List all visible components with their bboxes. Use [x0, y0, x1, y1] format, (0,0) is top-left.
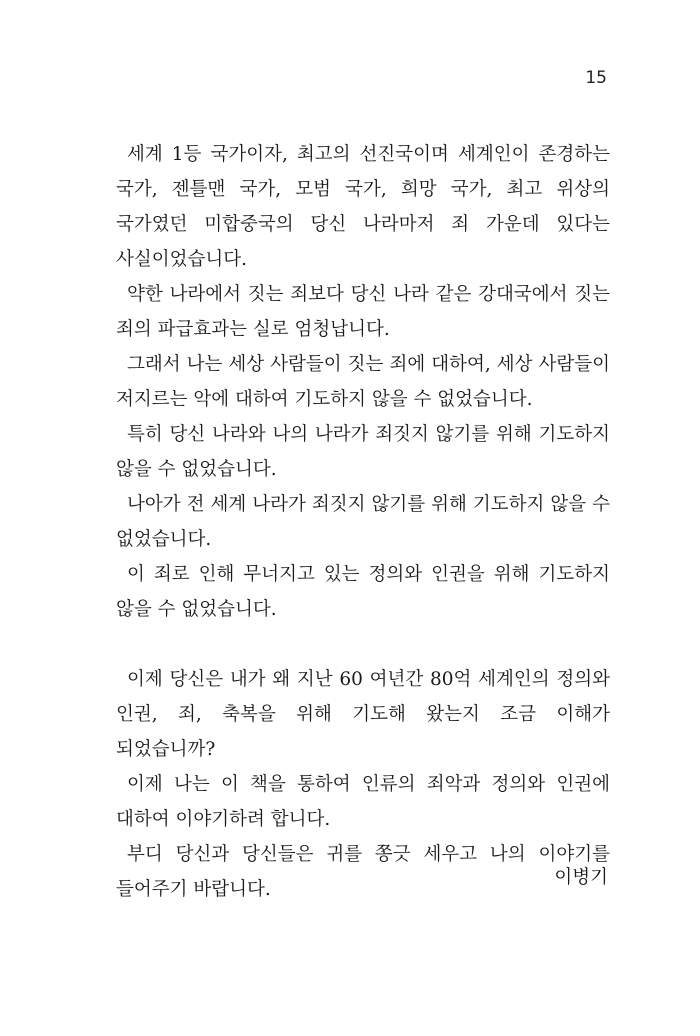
section-break — [116, 627, 610, 662]
author-signature: 이병기 — [554, 867, 608, 888]
paragraph: 이제 나는 이 책을 통하여 인류의 죄악과 정의와 인권에 대하여 이야기하려 합니다. — [116, 774, 610, 830]
page-number: 15 — [585, 68, 607, 88]
paragraph: 부디 당신과 당신들은 귀를 쫑긋 세우고 나의 이야기를 들어주기 바랍니다. — [116, 844, 610, 900]
paragraph: 이제 당신은 내가 왜 지난 60 여년간 80억 세계인의 정의와 인권, 죄, 축복을 위해 기도해 왔는지 조금 이해가 되었습니까? — [116, 669, 610, 760]
paragraph: 특히 당신 나라와 나의 나라가 죄짓지 않기를 위해 기도하지 않을 수 없었습니다. — [116, 424, 610, 480]
paragraph: 그래서 나는 세상 사람들이 짓는 죄에 대하여, 세상 사람들이 저지르는 악에 대하여 기도하지 않을 수 없었습니다. — [116, 354, 610, 410]
paragraph: 약한 나라에서 짓는 죄보다 당신 나라 같은 강대국에서 짓는 죄의 파급효과는 실로 엄청납니다. — [116, 284, 610, 340]
paragraph: 세계 1등 국가이자, 최고의 선진국이며 세계인이 존경하는 국가, 젠틀맨 국가, 모범 국가, 희망 국가, 최고 위상의 국가였던 미합중국의 당신 나라마저 죄 가운데 있다는 사실이었습니다. — [116, 144, 610, 270]
body-text — [116, 137, 610, 907]
paragraph: 이 죄로 인해 무너지고 있는 정의와 인권을 위해 기도하지 않을 수 없었습니다. — [116, 564, 610, 620]
paragraph: 나아가 전 세계 나라가 죄짓지 않기를 위해 기도하지 않을 수 없었습니다. — [116, 494, 610, 550]
